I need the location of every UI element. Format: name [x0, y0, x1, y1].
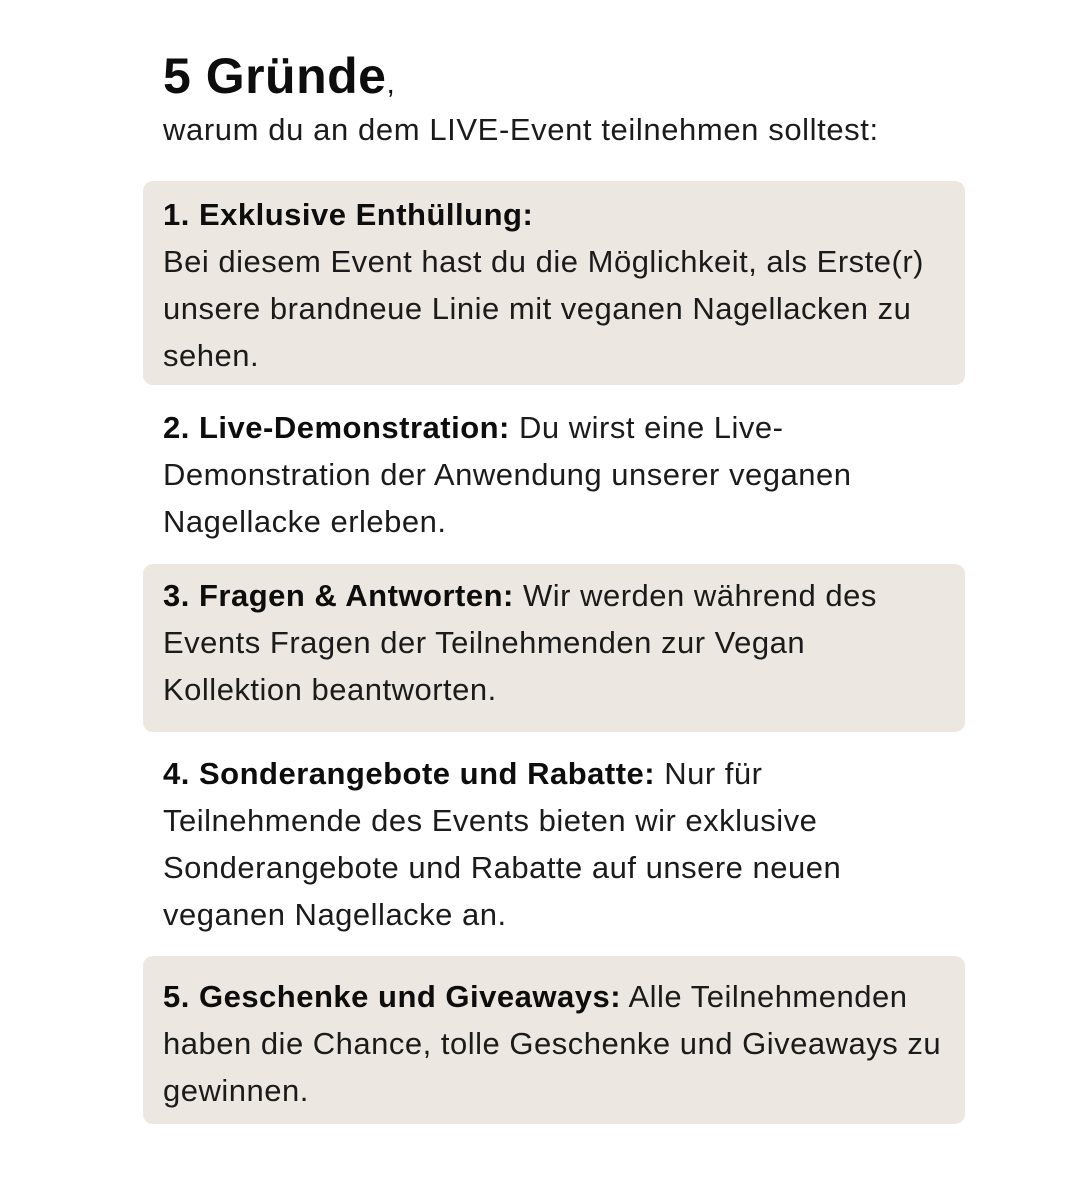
- reason-item-4: [143, 750, 965, 936]
- reason-2-text: Du wirst eine Live-Demonstration der Anwendung unserer veganen Nagellacke erleben.: [163, 410, 852, 539]
- reason-item-1: [143, 181, 965, 385]
- page-title-comma: ,: [386, 67, 396, 100]
- reason-3-paragraph: [163, 572, 945, 713]
- page-title: [163, 46, 395, 114]
- reason-item-3: [143, 564, 965, 732]
- reason-1-text: Bei diesem Event hast du die Möglichkeit, als Erste(r) unsere brandneue Linie mit veganen Nagellacken zu sehen.: [163, 244, 924, 373]
- reason-4-paragraph: [163, 750, 945, 938]
- reason-5-title: 5. Geschenke und Giveaways:: [163, 979, 622, 1014]
- reason-2-paragraph: [163, 404, 945, 545]
- page-subtitle: warum du an dem LIVE-Event teilnehmen solltest:: [163, 112, 879, 147]
- reason-3-text: Wir werden während des Events Fragen der Teilnehmenden zur Vegan Kollektion beantworten.: [163, 578, 877, 707]
- reason-2-title: 2. Live-Demonstration:: [163, 410, 510, 445]
- reason-4-title: 4. Sonderangebote und Rabatte:: [163, 756, 656, 791]
- reason-item-2: [143, 404, 965, 544]
- page-title-text: 5 Gründe: [163, 48, 387, 104]
- reason-item-5: [143, 956, 965, 1124]
- reason-5-text: Alle Teilnehmenden haben die Chance, tolle Geschenke und Giveaways zu gewinnen.: [163, 979, 942, 1108]
- reason-3-title: 3. Fragen & Antworten:: [163, 578, 514, 613]
- reason-5-paragraph: [163, 973, 945, 1114]
- reason-1-title: 1. Exklusive Enthüllung:: [163, 197, 534, 232]
- reason-1-paragraph: [163, 191, 945, 379]
- reason-4-text: Nur für Teilnehmende des Events bieten wir exklusive Sonderangebote und Rabatte auf unsere neuen veganen Nagellacke an.: [163, 756, 842, 932]
